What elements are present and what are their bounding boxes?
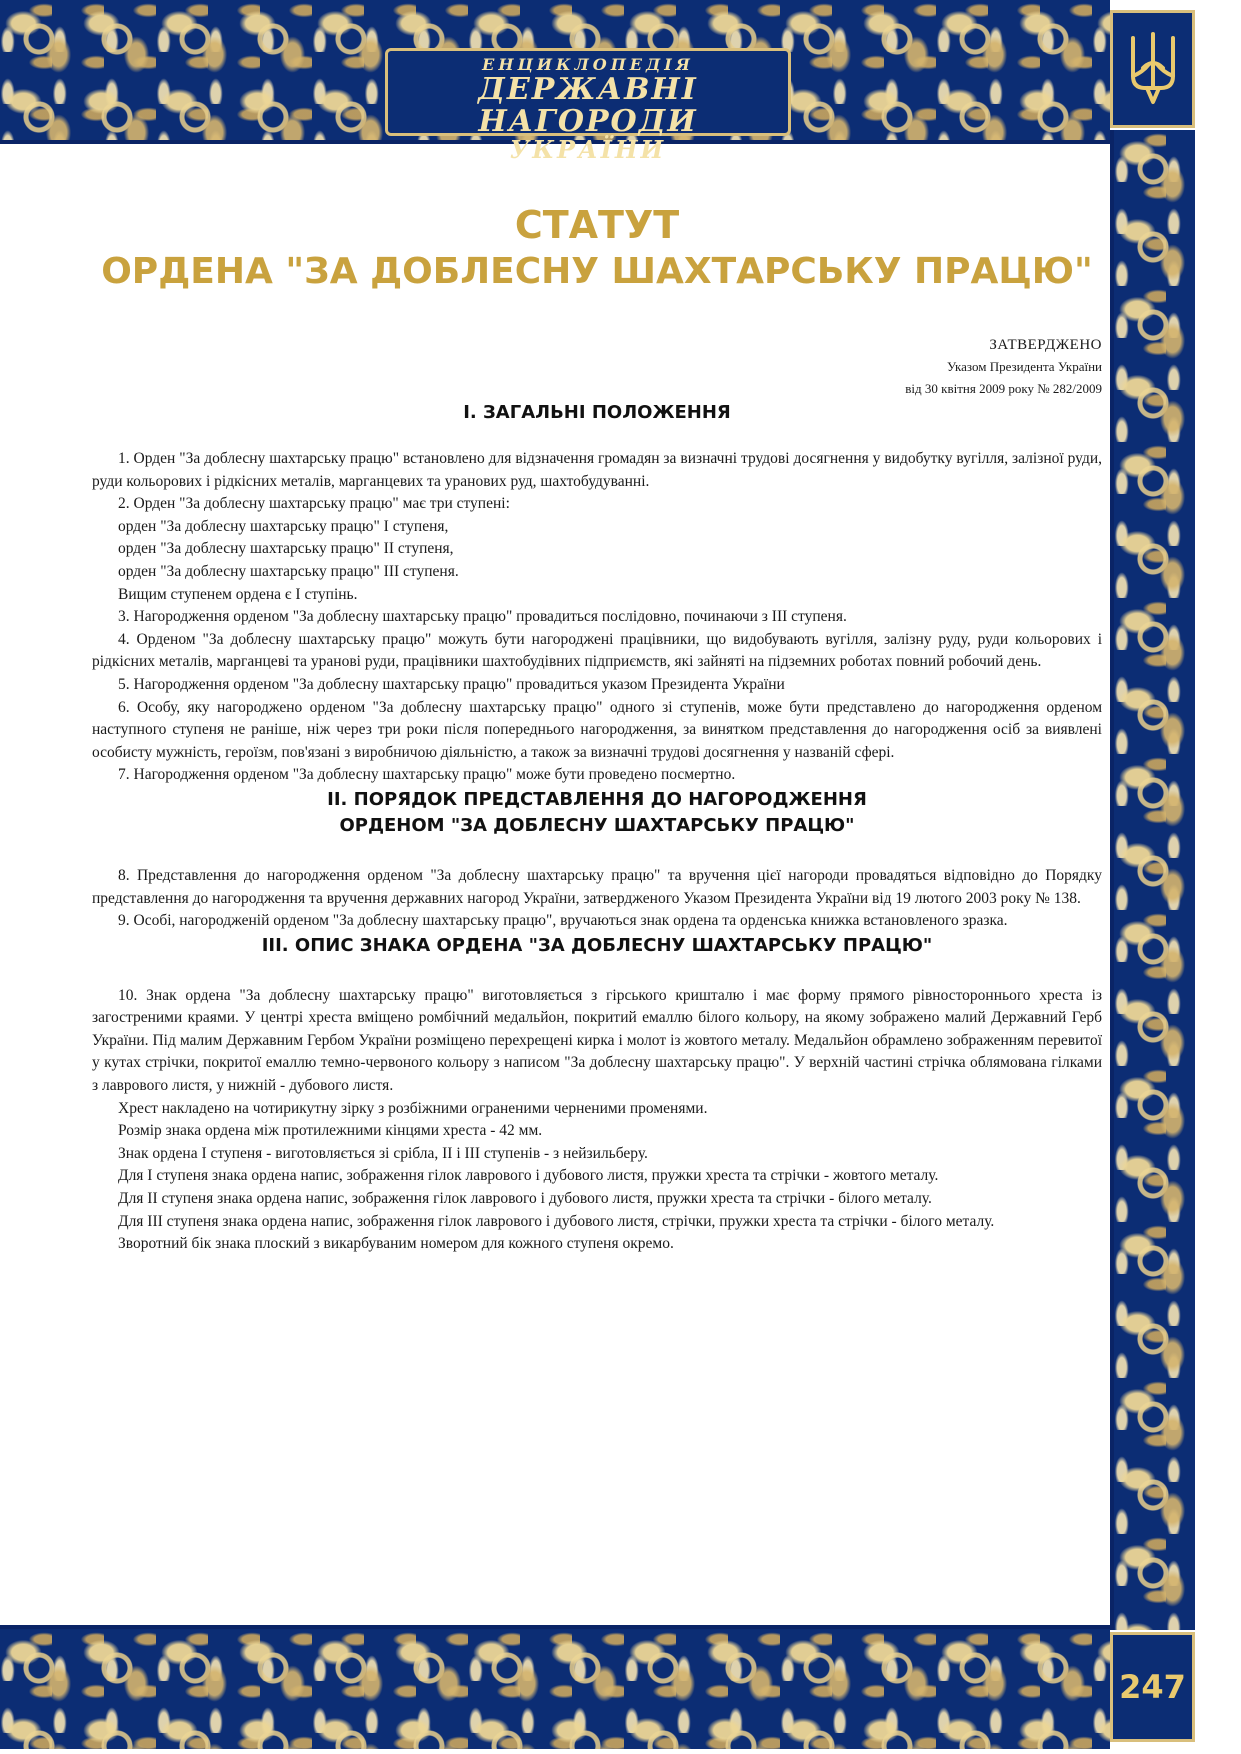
paragraph: 10. Знак ордена "За доблесну шахтарську працю" виготовляється з гірського кришталю і має форму прямого рівностороннього хреста із загостреними краями. У центрі хреста вміщено ромбічний медальйон, покритий емаллю білого кольору, на якому зображено малий Державний Герб України. Під малим Державним Гербом України розміщено перехрещені кирка і молот із жовтого металу. Медальйон обрамлено зображенням перевитої у кутах стрічки, покритої емаллю темно-червоного кольору з написом "За доблесну шахтарську працю". У верхній частині стрічка облямована гілками з лаврового листя, у нижній - дубового листя. (92, 986, 1102, 1095)
paragraph: 9. Особі, нагородженій орденом "За доблесну шахтарську працю", вручаються знак ордена та орденська книжка встановленого зразка. (118, 912, 1008, 930)
approval-line-3: від 30 квітня 2009 року № 282/2009 (905, 381, 1102, 396)
header-line-2: ДЕРЖАВНІ НАГОРОДИ (478, 72, 698, 139)
emblem-box (1110, 10, 1195, 128)
paragraph: 3. Нагородження орденом "За доблесну шахтарську працю" провадиться послідовно, починаючи з III ступеня. (118, 608, 847, 626)
section-heading-3: III. ОПИС ЗНАКА ОРДЕНА "ЗА ДОБЛЕСНУ ШАХТАРСЬКУ ПРАЦЮ" (261, 934, 933, 956)
section-3-body (92, 985, 1102, 1256)
paragraph: Вищим ступенем ордена є I ступінь. (118, 585, 358, 603)
approval-line-2: Указом Президента України (946, 359, 1102, 374)
paragraph: 4. Орденом "За доблесну шахтарську працю" можуть бути нагороджені працівники, що видобувають вугілля, залізну руду, руди кольорових і рідкісних металів, марганцеві та уранові руди, працівники шахтобудівних підприємств, які зайняті на підземних роботах повний робочий день. (92, 630, 1102, 671)
section-2-body (92, 865, 1102, 933)
paragraph: Хрест накладено на чотирикутну зірку з розбіжними ограненими черненими променями. (118, 1099, 708, 1117)
paragraph: Розмір знака ордена між протилежними кінцями хреста - 42 мм. (118, 1122, 543, 1140)
page-number-box (1110, 1632, 1195, 1742)
paragraph: 7. Нагородження орденом "За доблесну шахтарську працю" може бути проведено посмертно. (118, 766, 736, 784)
trident-icon (1127, 28, 1179, 110)
header-line-1: ЕНЦИКЛОПЕДІЯ (482, 55, 694, 74)
paragraph: 8. Представлення до нагородження орденом "За доблесну шахтарську працю" та вручення цієї нагороди провадяться відповідно до Порядку представлення до нагородження та вручення державних нагород України, затвердженого Указом Президента України від 19 лютого 2003 року № 138. (92, 866, 1102, 907)
paragraph: 2. Орден "За доблесну шахтарську працю" має три ступені: (118, 495, 510, 513)
section-heading-2: II. ПОРЯДОК ПРЕДСТАВЛЕННЯ ДО НАГОРОДЖЕННЯ ОРДЕНОМ "ЗА ДОБЛЕСНУ ШАХТАРСЬКУ ПРАЦЮ" (327, 788, 867, 836)
paragraph: Знак ордена I ступеня - виготовляється зі срібла, II і III ступенів - з нейзильберу. (118, 1144, 648, 1162)
paragraph: орден "За доблесну шахтарську працю" II ступеня, (118, 540, 454, 558)
paragraph: орден "За доблесну шахтарську працю" III ступеня. (118, 562, 459, 580)
paragraph: орден "За доблесну шахтарську працю" I ступеня, (118, 517, 449, 535)
paragraph: 1. Орден "За доблесну шахтарську працю" встановлено для відзначення громадян за визначні трудові досягнення у видобутку вугілля, залізної руди, руди кольорових і рідкісних металів, марганцевих та уранових руд, шахтобудуванні. (92, 450, 1102, 490)
title-line-1: СТАТУТ (514, 203, 680, 247)
document-title (92, 202, 1102, 296)
section-1-body (92, 448, 1102, 787)
page-number: 247 (1119, 1668, 1186, 1706)
approval-line-1: ЗАТВЕРДЖЕНО (989, 337, 1102, 353)
paragraph: 6. Особу, яку нагороджено орденом "За доблесну шахтарську працю" одного зі ступенів, може бути представлено до нагородження орденом наступного ступеня не раніше, ніж через три роки після попереднього нагородження, за винятком представлення до нагородження осіб за виявлені особисту мужність, героїзм, пов'язані з виробничою діяльністю, а також за визначні трудові досягнення у названій сфері. (92, 698, 1102, 761)
section-heading-1: I. ЗАГАЛЬНІ ПОЛОЖЕННЯ (463, 402, 731, 423)
paragraph: 5. Нагородження орденом "За доблесну шахтарську працю" провадиться указом Президента України (118, 675, 785, 693)
paragraph: Для II ступеня знака ордена напис, зображення гілок лаврового і дубового листя, пружки хреста та стрічки - білого металу. (118, 1190, 932, 1208)
header-line-3: УКРАЇНИ (509, 135, 667, 164)
page-margin (1195, 0, 1241, 1754)
ornament-right-border (1110, 130, 1199, 1630)
paragraph: Зворотний бік знака плоский з викарбуваним номером для кожного ступеня окремо. (118, 1235, 674, 1253)
title-line-2: ОРДЕНА "ЗА ДОБЛЕСНУ ШАХТАРСЬКУ ПРАЦЮ" (101, 251, 1093, 292)
document-content (92, 202, 1102, 1256)
paragraph: Для III ступеня знака ордена напис, зображення гілок лаврового і дубового листя, стрічки, пружки хреста та стрічки - білого металу. (118, 1212, 995, 1230)
paragraph: Для I ступеня знака ордена напис, зображення гілок лаврового і дубового листя, пружки хреста та стрічки - жовтого металу. (118, 1167, 939, 1185)
encyclopedia-header (385, 48, 791, 164)
approval-block (92, 334, 1102, 400)
ornament-bottom-border (0, 1625, 1110, 1749)
